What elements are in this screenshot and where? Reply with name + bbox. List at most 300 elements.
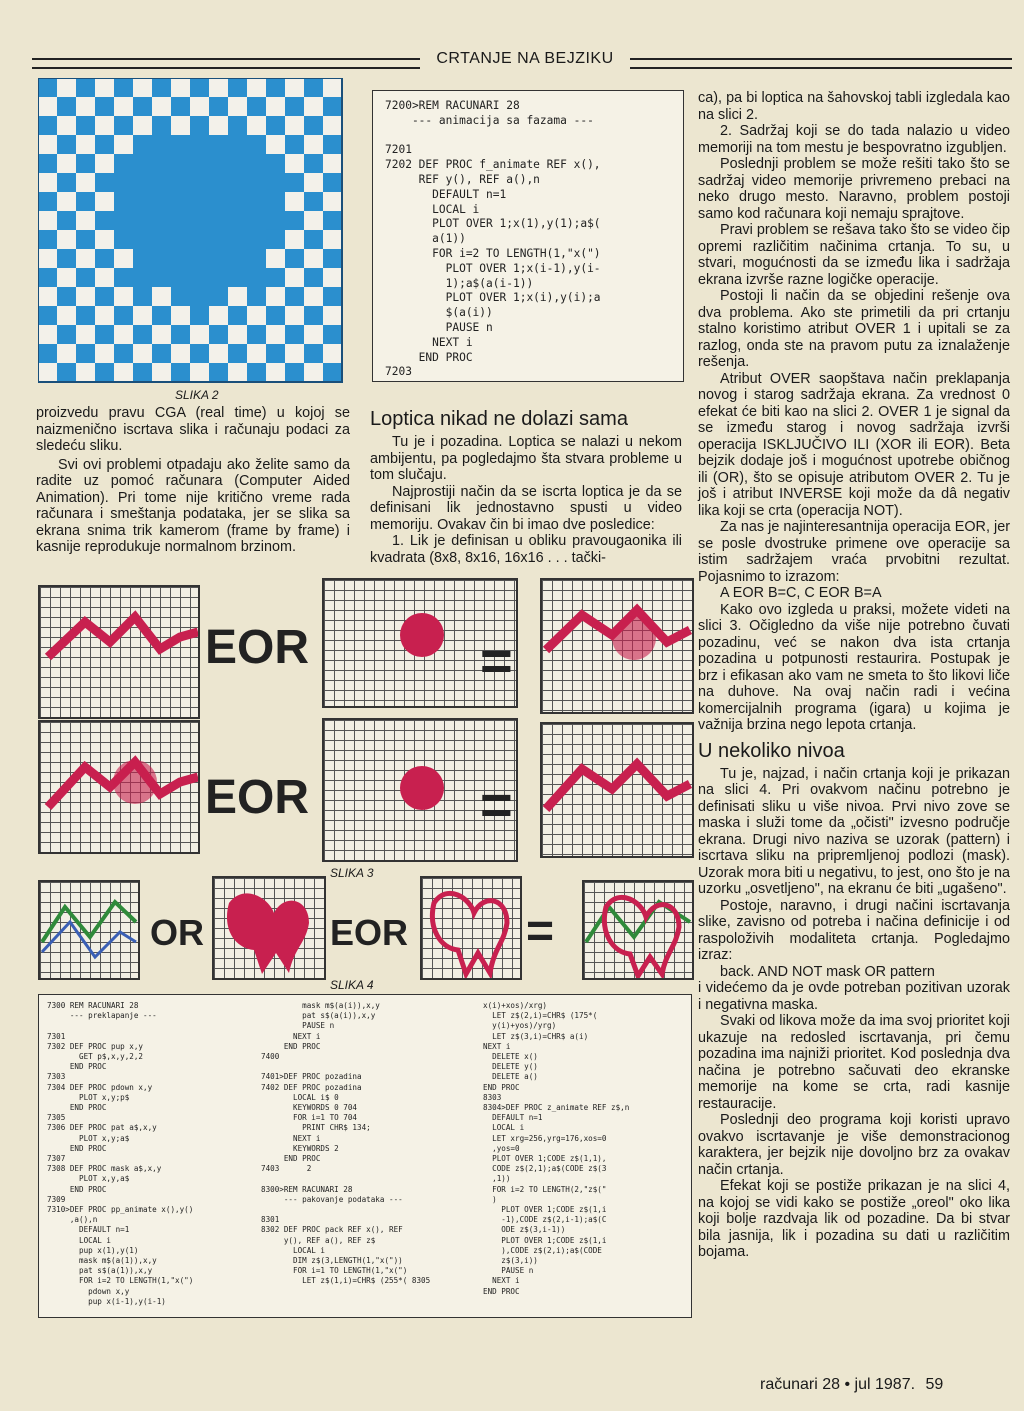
header-rule-left bbox=[32, 58, 420, 69]
checker-cell bbox=[133, 78, 152, 97]
checker-cell bbox=[171, 78, 190, 97]
checker-cell bbox=[76, 97, 95, 116]
checker-cell bbox=[266, 363, 285, 382]
checker-cell bbox=[133, 97, 152, 116]
checker-cell bbox=[285, 230, 304, 249]
checker-cell bbox=[228, 192, 247, 211]
checker-cell bbox=[190, 287, 209, 306]
checker-cell bbox=[266, 306, 285, 325]
checker-cell bbox=[38, 325, 57, 344]
right-paragraph-13: Poslednji deo programa koji koristi upravo ovakvo iscrtavanje je više demonstracionog karaktera, jer bejzik nije dovoljno brz za ovakav način crtanja. bbox=[698, 1112, 1010, 1178]
checker-cell bbox=[114, 97, 133, 116]
slika4-mask-grid bbox=[212, 876, 326, 980]
checker-cell bbox=[266, 344, 285, 363]
checker-cell bbox=[171, 230, 190, 249]
checker-cell bbox=[38, 173, 57, 192]
checker-cell bbox=[152, 306, 171, 325]
checker-cell bbox=[38, 287, 57, 306]
checker-cell bbox=[285, 154, 304, 173]
checker-cell bbox=[209, 344, 228, 363]
slika4-equals: = bbox=[526, 905, 555, 958]
checker-cell bbox=[285, 211, 304, 230]
checker-cell bbox=[114, 249, 133, 268]
checker-cell bbox=[285, 344, 304, 363]
checker-cell bbox=[209, 306, 228, 325]
checker-cell bbox=[114, 211, 133, 230]
checker-cell bbox=[38, 363, 57, 382]
checker-cell bbox=[209, 97, 228, 116]
checker-cell bbox=[190, 344, 209, 363]
checker-cell bbox=[95, 78, 114, 97]
checker-cell bbox=[228, 344, 247, 363]
checker-cell bbox=[228, 97, 247, 116]
checker-cell bbox=[152, 78, 171, 97]
checker-cell bbox=[323, 306, 342, 325]
checker-cell bbox=[323, 116, 342, 135]
checker-cell bbox=[266, 154, 285, 173]
checker-cell bbox=[190, 78, 209, 97]
checker-cell bbox=[95, 173, 114, 192]
checker-cell bbox=[133, 192, 152, 211]
checker-cell bbox=[171, 211, 190, 230]
checker-cell bbox=[76, 344, 95, 363]
checker-cell bbox=[152, 363, 171, 382]
checker-cell bbox=[95, 363, 114, 382]
checker-cell bbox=[95, 325, 114, 344]
checker-cell bbox=[38, 97, 57, 116]
checker-cell bbox=[209, 268, 228, 287]
checker-cell bbox=[152, 344, 171, 363]
checker-cell bbox=[152, 325, 171, 344]
checker-cell bbox=[57, 97, 76, 116]
right-paragraph-3: Poslednji problem se može rešiti tako što se sadržaj video memorije privremeno prebaci na neko drugo mesto. Naravno, problem postoji samo kod računara koji nemaju sprajtove. bbox=[698, 156, 1010, 222]
checker-cell bbox=[57, 306, 76, 325]
checker-cell bbox=[76, 173, 95, 192]
checker-cell bbox=[152, 230, 171, 249]
checker-cell bbox=[133, 230, 152, 249]
checker-cell bbox=[76, 287, 95, 306]
checker-cell bbox=[76, 192, 95, 211]
code-column-1: 7300 REM RACUNARI 28 --- preklapanje --- 7301 7302 DEF PROC pup x,y GET p$,x,y,2,2 END PROC 7303 7304 DEF PROC pdown x,y PLOT x,y;p$ END PROC 7305 7306 DEF PROC pat a$,x,y PLOT x,y;a$ END PROC 7307 7308 DEF PROC mask a$,x,y PLOT x,y,a$ END PROC 7309 7310>DEF PROC pp_animate x(),y() ,a(),n DEFAULT n=1 LOCAL i pup x(1),y(1) mask m$(a(1)),x,y pat s$(a(1)),x,y FOR i=2 TO LENGTH(1,"x(") pdown x,y pup x(i-1),y(i-1) bbox=[47, 1001, 194, 1306]
checker-cell bbox=[133, 268, 152, 287]
checker-cell bbox=[209, 363, 228, 382]
checker-cell bbox=[285, 306, 304, 325]
checker-cell bbox=[285, 135, 304, 154]
middle-column bbox=[370, 402, 682, 566]
checker-cell bbox=[57, 173, 76, 192]
checker-cell bbox=[76, 249, 95, 268]
checker-cell bbox=[304, 97, 323, 116]
checker-cell bbox=[190, 211, 209, 230]
checker-cell bbox=[323, 135, 342, 154]
checker-cell bbox=[133, 325, 152, 344]
checker-cell bbox=[95, 249, 114, 268]
slika3-caption: SLIKA 3 bbox=[330, 866, 374, 880]
checker-cell bbox=[190, 325, 209, 344]
checker-cell bbox=[190, 192, 209, 211]
checker-cell bbox=[152, 154, 171, 173]
slika3-row2-equals: = bbox=[480, 773, 513, 836]
checker-cell bbox=[190, 268, 209, 287]
checker-cell bbox=[171, 325, 190, 344]
checker-cell bbox=[152, 249, 171, 268]
checker-cell bbox=[76, 363, 95, 382]
checker-cell bbox=[266, 135, 285, 154]
checker-cell bbox=[38, 154, 57, 173]
checker-cell bbox=[133, 154, 152, 173]
slika3-row2-eor-operator: EOR bbox=[205, 771, 310, 824]
checker-cell bbox=[38, 230, 57, 249]
checker-cell bbox=[247, 78, 266, 97]
left-paragraph-1: proizvedu pravu CGA (real time) u kojoj se naizmenično iscrtava slika i računaju podaci za sledeću sliku. bbox=[36, 405, 350, 454]
checker-cell bbox=[285, 325, 304, 344]
checker-cell bbox=[304, 211, 323, 230]
page-number: 59 bbox=[925, 1376, 944, 1393]
checker-cell bbox=[38, 344, 57, 363]
checker-cell bbox=[285, 173, 304, 192]
checker-cell bbox=[228, 363, 247, 382]
checker-cell bbox=[304, 230, 323, 249]
checker-cell bbox=[152, 211, 171, 230]
middle-paragraph-2: Najprostiji način da se iscrta loptica je da se definisani lik jednostavno spusti u video memoriju. Ovakav čin bi imao dve posledice: bbox=[370, 483, 682, 533]
checker-cell bbox=[323, 192, 342, 211]
checker-cell bbox=[152, 173, 171, 192]
checker-cell bbox=[228, 268, 247, 287]
checker-cell bbox=[57, 211, 76, 230]
checker-cell bbox=[114, 287, 133, 306]
right-column bbox=[698, 90, 1010, 1261]
checker-cell bbox=[114, 173, 133, 192]
checker-cell bbox=[171, 363, 190, 382]
checker-cell bbox=[247, 173, 266, 192]
checker-cell bbox=[323, 344, 342, 363]
checker-cell bbox=[152, 287, 171, 306]
slika3-row1-result-grid bbox=[540, 578, 694, 714]
checker-cell bbox=[171, 154, 190, 173]
checker-cell bbox=[95, 154, 114, 173]
checker-cell bbox=[209, 173, 228, 192]
checker-cell bbox=[133, 344, 152, 363]
slika4-or-operator: OR bbox=[150, 912, 204, 953]
checker-cell bbox=[304, 78, 323, 97]
checker-cell bbox=[190, 249, 209, 268]
checker-cell bbox=[95, 230, 114, 249]
checker-cell bbox=[266, 192, 285, 211]
checker-cell bbox=[285, 97, 304, 116]
checker-cell bbox=[57, 268, 76, 287]
checker-cell bbox=[133, 306, 152, 325]
checker-cell bbox=[304, 116, 323, 135]
checker-cell bbox=[114, 325, 133, 344]
checker-cell bbox=[190, 363, 209, 382]
checker-cell bbox=[57, 192, 76, 211]
checker-cell bbox=[95, 344, 114, 363]
checker-cell bbox=[323, 78, 342, 97]
checker-cell bbox=[285, 116, 304, 135]
right-paragraph-6: Atribut OVER saopštava način preklapanja novog i starog sadržaja ekrana. Za vrednost 0 efekat će biti kao na slici 2. OVER 1 je signal da se između starog i novog sadržaja izvrši operacija ISKLJUČIVO ILI (XOR ili EOR). Beta bejzik dodaje još i mogućnost upotrebe običnog ili (OR), što se opisuje atributom OVER 2. Tu je još i atribut INVERSE koji može da dâ negativ lika koji se crta (operacija NOT). bbox=[698, 370, 1010, 519]
checker-cell bbox=[266, 78, 285, 97]
checker-cell bbox=[171, 344, 190, 363]
checker-cell bbox=[190, 97, 209, 116]
checker-cell bbox=[247, 135, 266, 154]
checker-cell bbox=[285, 192, 304, 211]
checker-cell bbox=[171, 306, 190, 325]
checker-cell bbox=[152, 97, 171, 116]
checker-cell bbox=[209, 249, 228, 268]
checker-cell bbox=[209, 192, 228, 211]
checker-cell bbox=[323, 325, 342, 344]
checker-cell bbox=[209, 287, 228, 306]
slika4-caption: SLIKA 4 bbox=[330, 978, 374, 992]
checker-cell bbox=[76, 230, 95, 249]
right-heading: U nekoliko nivoa bbox=[698, 739, 845, 762]
right-paragraph-9: Tu je, najzad, i način crtanja koji je prikazan na slici 4. Pri ovakvom načinu potrebno je definisati sliku u više nivoa. Prvi nivo zove se maska i služi tome da „očisti" izvesno područje ekrana. Drugi nivo naziva se uzorak (pattern) i iscrtava sliku na pripremljenoj podlozi (mask). Uzorak mora biti u negativu, to jest, ono što je na uzorku „osvetljeno", na ekranu će biti „ugašeno". bbox=[698, 765, 1010, 897]
checker-cell bbox=[38, 249, 57, 268]
checker-cell bbox=[190, 135, 209, 154]
checker-cell bbox=[57, 154, 76, 173]
checker-cell bbox=[171, 173, 190, 192]
checker-cell bbox=[228, 287, 247, 306]
checker-cell bbox=[266, 116, 285, 135]
checker-cell bbox=[247, 287, 266, 306]
checker-cell bbox=[57, 325, 76, 344]
checker-cell bbox=[152, 268, 171, 287]
checker-cell bbox=[190, 230, 209, 249]
slika2-figure bbox=[38, 78, 348, 384]
checker-cell bbox=[57, 116, 76, 135]
checker-cell bbox=[76, 306, 95, 325]
right-paragraph-11: i videćemo da je ovde potreban pozitivan uzorak i negativna maska. bbox=[698, 980, 1010, 1013]
checker-cell bbox=[171, 249, 190, 268]
right-paragraph-7: Za nas je najinteresantnija operacija EOR, jer se posle dvostruke primene ove operacije sa istim sadržajem vraća prvobitni rezultat. Pojasnimo to izrazom: bbox=[698, 519, 1010, 585]
checker-cell bbox=[304, 135, 323, 154]
checker-cell bbox=[114, 192, 133, 211]
checker-cell bbox=[266, 211, 285, 230]
checker-cell bbox=[95, 268, 114, 287]
slika3-row1-equals: = bbox=[480, 629, 513, 692]
checker-cell bbox=[228, 116, 247, 135]
code-listing-7200 bbox=[372, 90, 684, 382]
checker-cell bbox=[304, 249, 323, 268]
page-footer bbox=[760, 1376, 943, 1394]
checker-cell bbox=[171, 192, 190, 211]
checker-cell bbox=[38, 116, 57, 135]
checker-cell bbox=[228, 135, 247, 154]
checker-cell bbox=[57, 287, 76, 306]
checker-cell bbox=[323, 363, 342, 382]
checker-cell bbox=[266, 230, 285, 249]
checker-cell bbox=[304, 325, 323, 344]
checker-cell bbox=[228, 154, 247, 173]
checker-cell bbox=[266, 173, 285, 192]
checker-cell bbox=[38, 268, 57, 287]
checker-cell bbox=[285, 78, 304, 97]
code-column-2: mask m$(a(i)),x,y pat s$(a(i)),x,y PAUSE n NEXT i END PROC 7400 7401>DEF PROC pozadina 7402 DEF PROC pozadina LOCAL i$ 0 KEYWORDS 0 704 FOR i=1 TO 704 PRINT CHR$ 134; NEXT i KEYWORDS 2 END PROC 7403 2 8300>REM RACUNARI 28 --- pakovanje podataka --- 8301 8302 DEF PROC pack REF x(), REF y(), REF a(), REF z$ LOCAL i DIM z$(3,LENGTH(1,"x(")) FOR i=1 TO LENGTH(1,"x(") LET z$(1,i)=CHR$ (255*( 8305 bbox=[261, 1001, 431, 1286]
checker-cell bbox=[304, 344, 323, 363]
slika2-caption: SLIKA 2 bbox=[175, 388, 219, 402]
checker-cell bbox=[266, 268, 285, 287]
checker-cell bbox=[209, 325, 228, 344]
checker-cell bbox=[247, 230, 266, 249]
right-formula: A EOR B=C, C EOR B=A bbox=[720, 585, 882, 601]
checker-cell bbox=[57, 78, 76, 97]
checker-cell bbox=[209, 135, 228, 154]
checker-cell bbox=[76, 268, 95, 287]
checker-cell bbox=[190, 306, 209, 325]
checker-cell bbox=[38, 192, 57, 211]
checker-cell bbox=[133, 116, 152, 135]
checker-cell bbox=[190, 173, 209, 192]
checker-cell bbox=[304, 363, 323, 382]
slika4-result-grid bbox=[582, 880, 694, 980]
checker-cell bbox=[57, 363, 76, 382]
right-paragraph-12: Svaki od likova može da ima svoj prioritet koji ukazuje na redosled iscrtavanja, pri čemu pozadina ima najniži prioritet. Kod poslednja dva načina je potrebno sačuvati deo ekranske memorije na kome se crta, radi kasnije restauracije. bbox=[698, 1013, 1010, 1112]
checker-cell bbox=[114, 116, 133, 135]
checker-cell bbox=[76, 116, 95, 135]
checker-cell bbox=[285, 287, 304, 306]
checker-cell bbox=[209, 154, 228, 173]
checker-cell bbox=[228, 325, 247, 344]
checker-cell bbox=[190, 154, 209, 173]
code-column-3: x(i)+xos)/xrg) LET z$(2,i)=CHR$ (175*( y(i)+yos)/yrg) LET z$(3,i)=CHR$ a(i) NEXT i DELETE x() DELETE y() DELETE a() END PROC 8303 8304>DEF PROC z_animate REF z$,n DEFAULT n=1 LOCAL i LET xrg=256,yrg=176,xos=0 ,yos=0 PLOT OVER 1;CODE z$(1,1), CODE z$(2,1);a$(CODE z$(3 ,1)) FOR i=2 TO LENGTH(2,"z$(" ) PLOT OVER 1;CODE z$(1,i -1),CODE z$(2,i-1);a$(C ODE z$(3,i-1)) PLOT OVER 1;CODE z$(1,i ),CODE z$(2,i);a$(CODE z$(3,i)) PAUSE n NEXT i END PROC bbox=[483, 1001, 630, 1296]
checker-cell bbox=[266, 325, 285, 344]
code-listing-bottom bbox=[38, 994, 692, 1318]
checker-cell bbox=[38, 211, 57, 230]
checker-cell bbox=[133, 135, 152, 154]
right-paragraph-14: Efekat koji se postiže prikazan je na slici 4, na kojoj se vidi kako se postiže „oreol" oko lika koji bolje razdvaja lik od pozadine. Da bi stvar bila jasnija, lik i pozadina su dati u različitim bojama. bbox=[698, 1178, 1010, 1260]
checker-cell bbox=[247, 325, 266, 344]
checker-cell bbox=[76, 78, 95, 97]
checker-cell bbox=[133, 211, 152, 230]
checker-cell bbox=[133, 249, 152, 268]
right-paragraph-4: Pravi problem se rešava tako što se video čip opremi različitim načinima crtanja. To su, u stvari, mogućnosti da se između lika i sadržaja ekrana izvrše razne logičke operacije. bbox=[698, 222, 1010, 288]
slika3-row1-background-grid bbox=[38, 585, 200, 719]
checker-cell bbox=[323, 249, 342, 268]
checker-cell bbox=[247, 306, 266, 325]
checker-cell bbox=[304, 306, 323, 325]
slika4-pattern-grid bbox=[420, 876, 522, 980]
checker-cell bbox=[247, 97, 266, 116]
checker-cell bbox=[304, 173, 323, 192]
checker-cell bbox=[209, 78, 228, 97]
checker-cell bbox=[247, 363, 266, 382]
slika3-row2-result-grid bbox=[38, 720, 200, 854]
code-listing-text: 7200>REM RACUNARI 28 --- animacija sa fazama --- 7201 7202 DEF PROC f_animate REF x(), REF y(), REF a(),n DEFAULT n=1 LOCAL i PLOT OVER 1;x(1),y(1);a$( a(1)) FOR i=2 TO LENGTH(1,"x(") PLOT OVER 1;x(i-1),y(i- 1);a$(a(i-1)) PLOT OVER 1;x(i),y(i);a $(a(i)) PAUSE n NEXT i END PROC 7203 bbox=[385, 99, 601, 379]
slika4-background-grid bbox=[38, 880, 140, 980]
left-column bbox=[36, 405, 350, 556]
checker-cell bbox=[38, 135, 57, 154]
slika3-row1-eor-operator: EOR bbox=[205, 621, 310, 674]
checker-cell bbox=[228, 230, 247, 249]
checker-cell bbox=[133, 363, 152, 382]
checker-cell bbox=[304, 287, 323, 306]
checker-cell bbox=[209, 230, 228, 249]
checker-cell bbox=[247, 154, 266, 173]
checker-cell bbox=[228, 173, 247, 192]
middle-paragraph-3: 1. Lik je definisan u obliku pravougaonika ili kvadrata (8x8, 8x16, 16x16 . . . tački- bbox=[370, 533, 682, 566]
checker-cell bbox=[152, 116, 171, 135]
checker-cell bbox=[114, 135, 133, 154]
checker-cell bbox=[171, 116, 190, 135]
checker-cell bbox=[114, 344, 133, 363]
right-paragraph-8: Kako ovo izgleda u praksi, možete videti na slici 3. Očigledno da više nije potrebno čuvati pozadinu, već se nakon dva ista crtanja pozadina u potpunosti restaurira. Postupak je brz i efikasan ako vam ne smeta to što likovi liče na duhove. Na ovaj način radi i većina komercijalnih programa (igara) u kojima je važnija brzina nego lepota crtanja. bbox=[698, 601, 1010, 733]
checker-cell bbox=[57, 135, 76, 154]
checker-cell bbox=[171, 135, 190, 154]
checker-cell bbox=[266, 97, 285, 116]
checker-cell bbox=[247, 211, 266, 230]
slika4-eor-operator: EOR bbox=[330, 912, 409, 953]
checker-cell bbox=[95, 192, 114, 211]
checker-cell bbox=[228, 78, 247, 97]
checker-cell bbox=[171, 287, 190, 306]
checker-cell bbox=[114, 268, 133, 287]
right-paragraph-5: Postoji li način da se objedini rešenje ova dva problema. Ako ste primetili da pri crtanju stalno koristimo atribut OVER 1 i upitali se za razlog, onda ste na pravom putu za iznalaženje rešenja. bbox=[698, 288, 1010, 370]
right-expression: back. AND NOT mask OR pattern bbox=[720, 963, 935, 980]
checker-cell bbox=[247, 249, 266, 268]
checker-cell bbox=[171, 97, 190, 116]
checker-cell bbox=[76, 154, 95, 173]
checker-cell bbox=[95, 97, 114, 116]
checker-cell bbox=[228, 249, 247, 268]
checker-cell bbox=[228, 306, 247, 325]
checker-cell bbox=[76, 135, 95, 154]
checker-cell bbox=[323, 268, 342, 287]
checker-cell bbox=[209, 211, 228, 230]
checker-cell bbox=[266, 249, 285, 268]
checker-cell bbox=[323, 154, 342, 173]
section-title: CRTANJE NA BEJZIKU bbox=[436, 50, 614, 67]
checker-cell bbox=[285, 249, 304, 268]
checker-cell bbox=[133, 287, 152, 306]
middle-heading: Loptica nikad ne dolazi sama bbox=[370, 408, 628, 430]
checker-cell bbox=[95, 306, 114, 325]
checker-cell bbox=[38, 78, 57, 97]
checker-cell bbox=[114, 230, 133, 249]
header-rule-right bbox=[630, 58, 1012, 69]
checker-cell bbox=[323, 230, 342, 249]
checker-cell bbox=[133, 173, 152, 192]
checker-cell bbox=[114, 363, 133, 382]
checker-cell bbox=[247, 344, 266, 363]
checker-cell bbox=[304, 268, 323, 287]
checker-cell bbox=[152, 135, 171, 154]
checker-cell bbox=[95, 287, 114, 306]
checker-cell bbox=[323, 173, 342, 192]
checker-cell bbox=[209, 116, 228, 135]
checker-cell bbox=[114, 154, 133, 173]
checker-cell bbox=[76, 325, 95, 344]
checker-cell bbox=[247, 192, 266, 211]
checker-cell bbox=[38, 306, 57, 325]
checker-cell bbox=[190, 116, 209, 135]
checker-cell bbox=[247, 268, 266, 287]
footer-text: računari 28 • jul 1987. bbox=[760, 1376, 916, 1393]
checker-cell bbox=[76, 211, 95, 230]
checker-cell bbox=[171, 268, 190, 287]
checker-cell bbox=[304, 154, 323, 173]
checker-cell bbox=[95, 116, 114, 135]
right-paragraph-1: ca), pa bi loptica na šahovskoj tabli izgledala kao na slici 2. bbox=[698, 90, 1010, 123]
checker-cell bbox=[228, 211, 247, 230]
middle-paragraph-1: Tu je i pozadina. Loptica se nalazi u nekom ambijentu, pa pogledajmo šta stvara probleme u tom slučaju. bbox=[370, 434, 682, 483]
checker-cell bbox=[266, 287, 285, 306]
checker-cell bbox=[323, 97, 342, 116]
slika3-row2-restored-grid bbox=[540, 722, 694, 858]
checker-cell bbox=[114, 306, 133, 325]
checker-cell bbox=[247, 116, 266, 135]
right-paragraph-2: 2. Sadržaj koji se do tada nalazio u video memoriji na tom mestu je bespovratno izgubljen. bbox=[698, 123, 1010, 156]
checker-cell bbox=[57, 344, 76, 363]
